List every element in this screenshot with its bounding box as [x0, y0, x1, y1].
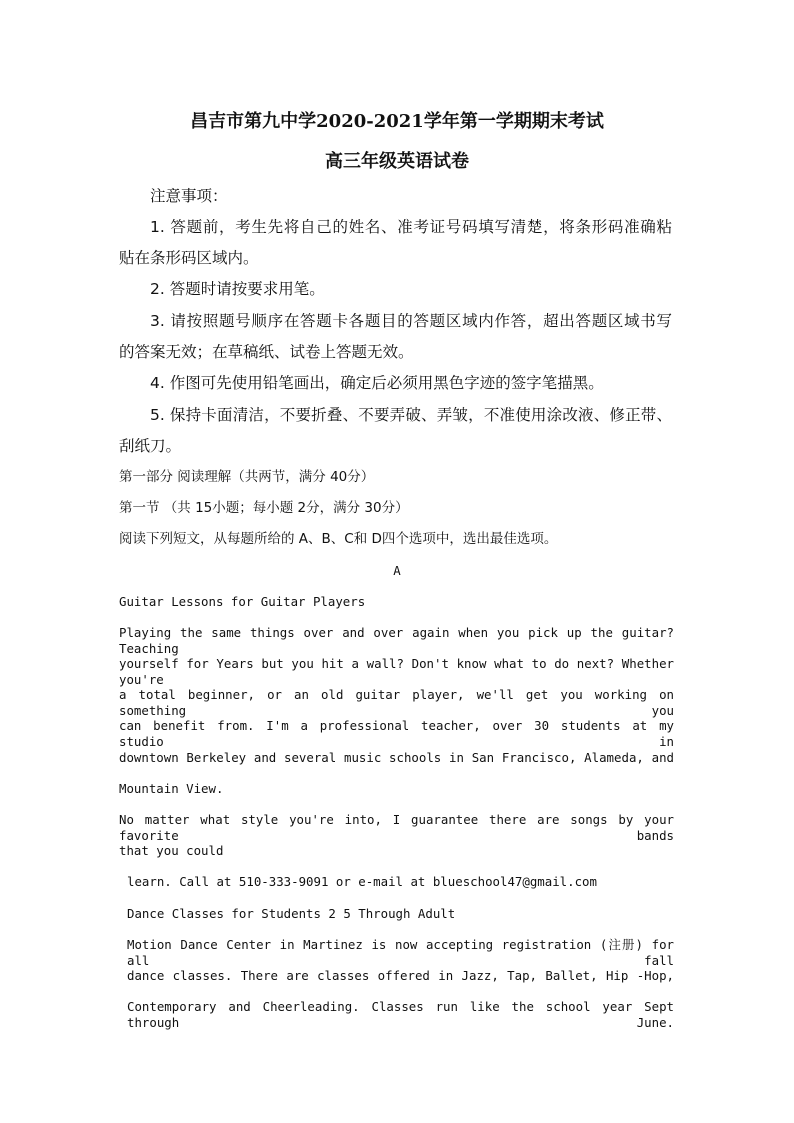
- ad-guitar-line-9: learn. Call at 510-333-9091 or e-mail at blueschool47@gmail.com: [127, 874, 597, 889]
- exam-title: 昌吉市第九中学2020-2021学年第一学期期末考试: [190, 111, 604, 132]
- notes-heading: 注意事项：: [150, 187, 228, 205]
- part-one-heading: 第一部分 阅读理解（共两节，满分 40分）: [119, 469, 375, 485]
- ad-guitar-line-7: No matter what style you're into, I guarantee there are songs by your favorite bands: [119, 812, 674, 843]
- note-item-1-line-2: 贴在条形码区域内。: [119, 249, 259, 267]
- ad-dance-line-2: dance classes. There are classes offered in Jazz, Tap, Ballet, Hip -Hop,: [127, 968, 674, 983]
- ad-guitar-line-1: Playing the same things over and over again when you pick up the guitar? Teaching: [119, 625, 674, 656]
- passage-label: A: [393, 563, 401, 578]
- ad-guitar-title: Guitar Lessons for Guitar Players: [119, 594, 366, 609]
- note-item-4: 4. 作图可先使用铅笔画出，确定后必须用黑色字迹的签字笔描黑。: [150, 374, 604, 392]
- note-item-3-line-1: 3. 请按照题号顺序在答题卡各题目的答题区域内作答，超出答题区域书写: [150, 312, 672, 330]
- ad-dance-title: Dance Classes for Students 2 5 Through Adult: [127, 906, 456, 921]
- ad-guitar-line-5: downtown Berkeley and several music schools in San Francisco, Alameda, and: [119, 750, 674, 765]
- exam-subtitle: 高三年级英语试卷: [325, 151, 469, 172]
- note-item-5-line-2: 刮纸刀。: [119, 437, 182, 455]
- note-item-2: 2. 答题时请按要求用笔。: [150, 280, 325, 298]
- ad-guitar-line-3: a total beginner, or an old guitar player, we'll get you working on something you: [119, 687, 674, 718]
- note-item-3-line-2: 的答案无效；在草稿纸、试卷上答题无效。: [119, 343, 414, 361]
- ad-guitar-line-8: that you could: [119, 843, 224, 858]
- note-item-1-line-1: 1. 答题前，考生先将自己的姓名、准考证号码填写清楚，将条形码准确粘: [150, 218, 672, 236]
- ad-guitar-line-4: can benefit from. I'm a professional teacher, over 30 students at my studio in: [119, 718, 674, 749]
- section-one-heading: 第一节 （共 15小题；每小题 2分，满分 30分）: [119, 500, 409, 516]
- ad-guitar-line-6: Mountain View.: [119, 781, 224, 796]
- ad-dance-line-3: Contemporary and Cheerleading. Classes run like the school year Sept through June.: [127, 999, 674, 1030]
- ad-guitar-line-2: yourself for Years but you hit a wall? Don't know what to do next? Whether you're: [119, 656, 674, 687]
- note-item-5-line-1: 5. 保持卡面清洁，不要折叠、不要弄破、弄皱，不准使用涂改液、修正带、: [150, 406, 672, 424]
- ad-dance-line-1: Motion Dance Center in Martinez is now accepting registration (注册) for all fall: [127, 937, 674, 968]
- reading-instructions: 阅读下列短文，从每题所给的 A、B、C和 D四个选项中，选出最佳选项。: [119, 531, 558, 547]
